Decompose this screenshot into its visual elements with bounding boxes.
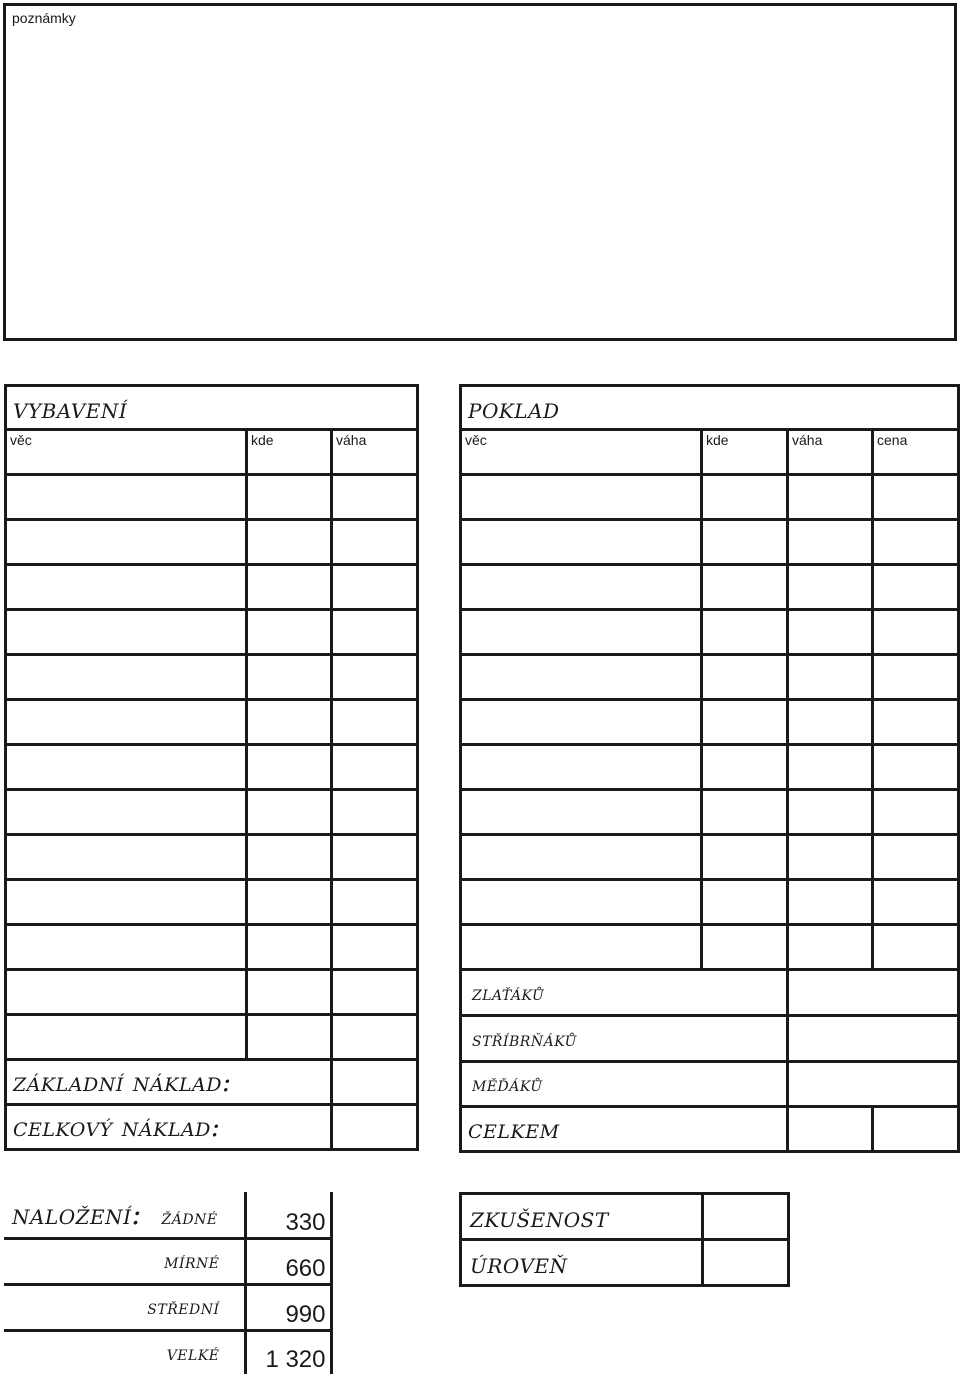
treasure-col-price: cena — [873, 430, 959, 475]
treasure-table-cell[interactable] — [873, 520, 959, 565]
equipment-table-cell[interactable] — [332, 610, 418, 655]
equipment-table-cell[interactable] — [332, 520, 418, 565]
equipment-table-cell[interactable] — [6, 610, 247, 655]
encumbrance-level-heavy-label: velké — [4, 1330, 245, 1374]
level-label: úroveň — [461, 1240, 703, 1286]
equipment-table-cell[interactable] — [247, 1015, 332, 1060]
equipment-table-row — [6, 790, 418, 835]
treasure-table-cell[interactable] — [873, 745, 959, 790]
treasure-table-cell[interactable] — [788, 790, 873, 835]
equipment-table-cell[interactable] — [247, 835, 332, 880]
encumbrance-level-medium-label: střední — [4, 1284, 245, 1330]
equipment-table-cell[interactable] — [332, 1015, 418, 1060]
treasure-col-where: kde — [702, 430, 788, 475]
equipment-table-row — [6, 835, 418, 880]
equipment-table-cell[interactable] — [332, 790, 418, 835]
equipment-table-cell[interactable] — [6, 655, 247, 700]
equipment-table-row — [6, 970, 418, 1015]
treasure-table-cell[interactable] — [461, 925, 702, 970]
treasure-table-row — [461, 655, 959, 700]
treasure-table-cell[interactable] — [702, 610, 788, 655]
treasure-table-row — [461, 610, 959, 655]
equipment-table-cell[interactable] — [6, 700, 247, 745]
equipment-table-cell[interactable] — [332, 475, 418, 520]
treasure-col-item: věc — [461, 430, 702, 475]
equipment-table-row — [6, 475, 418, 520]
equipment-col-weight: váha — [332, 430, 418, 475]
treasure-table-cell[interactable] — [702, 520, 788, 565]
equipment-table-row — [6, 655, 418, 700]
treasure-table-cell[interactable] — [702, 700, 788, 745]
treasure-table-row — [461, 520, 959, 565]
treasure-table-cell[interactable] — [873, 790, 959, 835]
equipment-table-cell[interactable] — [332, 655, 418, 700]
equipment-table-cell[interactable] — [247, 655, 332, 700]
treasure-table-cell[interactable] — [873, 655, 959, 700]
treasure-table-cell[interactable] — [788, 925, 873, 970]
encumbrance-level-mild-value: 660 — [245, 1238, 331, 1284]
treasure-table-cell[interactable] — [461, 610, 702, 655]
base-load-value-cell[interactable] — [332, 1060, 418, 1105]
equipment-table-row — [6, 1015, 418, 1060]
equipment-table-cell[interactable] — [247, 475, 332, 520]
experience-value-cell[interactable] — [703, 1194, 789, 1240]
experience-table — [459, 1192, 790, 1287]
treasure-table-cell[interactable] — [702, 880, 788, 925]
encumbrance-level-none-label: žádné — [161, 1205, 218, 1230]
treasure-table-row — [461, 565, 959, 610]
encumbrance-title-cell — [4, 1192, 245, 1238]
treasure-table-cell[interactable] — [788, 610, 873, 655]
treasure-table-cell[interactable] — [873, 610, 959, 655]
treasure-table-cell[interactable] — [788, 835, 873, 880]
equipment-table-cell[interactable] — [6, 745, 247, 790]
treasure-table-cell[interactable] — [461, 880, 702, 925]
notes-label: poznámky — [12, 10, 76, 26]
equipment-table-row — [6, 880, 418, 925]
equipment-table-row — [6, 610, 418, 655]
gold-coins-value-cell[interactable] — [788, 970, 959, 1016]
treasure-table-row — [461, 880, 959, 925]
equipment-table-cell[interactable] — [6, 835, 247, 880]
treasure-table-cell[interactable] — [461, 520, 702, 565]
treasure-table-cell[interactable] — [461, 790, 702, 835]
equipment-table-row — [6, 520, 418, 565]
encumbrance-level-mild-label: mírné — [4, 1238, 245, 1284]
encumbrance-level-medium-value: 990 — [245, 1284, 331, 1330]
treasure-table-cell[interactable] — [702, 565, 788, 610]
equipment-table-cell[interactable] — [6, 475, 247, 520]
equipment-table-cell[interactable] — [332, 745, 418, 790]
treasure-table-cell[interactable] — [873, 835, 959, 880]
equipment-table-cell[interactable] — [247, 880, 332, 925]
level-value-cell[interactable] — [703, 1240, 789, 1286]
equipment-table-cell[interactable] — [332, 565, 418, 610]
treasure-table-cell[interactable] — [788, 475, 873, 520]
treasure-table-row — [461, 745, 959, 790]
treasure-table-cell[interactable] — [788, 565, 873, 610]
treasure-table-cell[interactable] — [873, 475, 959, 520]
treasure-table-cell[interactable] — [461, 565, 702, 610]
treasure-table-cell[interactable] — [873, 925, 959, 970]
treasure-table-row — [461, 700, 959, 745]
encumbrance-title: naložení: — [12, 1197, 142, 1232]
treasure-table-cell[interactable] — [788, 880, 873, 925]
encumbrance-level-none-value: 330 — [245, 1192, 331, 1238]
notes-box[interactable] — [3, 3, 957, 341]
treasure-table-cell[interactable] — [702, 835, 788, 880]
equipment-table-cell[interactable] — [6, 1015, 247, 1060]
equipment-table-cell[interactable] — [6, 970, 247, 1015]
treasure-total-weight-cell[interactable] — [788, 1107, 873, 1152]
treasure-title: poklad — [461, 386, 959, 430]
treasure-table-row — [461, 475, 959, 520]
treasure-table-cell[interactable] — [461, 475, 702, 520]
treasure-table-cell[interactable] — [461, 655, 702, 700]
treasure-table-cell[interactable] — [788, 520, 873, 565]
equipment-table-cell[interactable] — [6, 520, 247, 565]
equipment-table-cell[interactable] — [332, 700, 418, 745]
equipment-table-cell[interactable] — [247, 970, 332, 1015]
silver-coins-value-cell[interactable] — [788, 1016, 959, 1062]
treasure-table-cell[interactable] — [702, 790, 788, 835]
equipment-table-cell[interactable] — [332, 880, 418, 925]
treasure-table-cell[interactable] — [702, 475, 788, 520]
equipment-table-cell[interactable] — [6, 565, 247, 610]
encumbrance-level-heavy-value: 1 320 — [245, 1330, 331, 1374]
treasure-table-cell[interactable] — [873, 700, 959, 745]
treasure-table-cell[interactable] — [788, 655, 873, 700]
treasure-table — [459, 384, 960, 1153]
treasure-table-cell[interactable] — [788, 700, 873, 745]
copper-coins-label: měďáků — [461, 1062, 788, 1107]
equipment-col-where: kde — [247, 430, 332, 475]
treasure-table-cell[interactable] — [702, 745, 788, 790]
equipment-table-cell[interactable] — [332, 835, 418, 880]
equipment-table-row — [6, 745, 418, 790]
equipment-table-cell[interactable] — [247, 925, 332, 970]
equipment-table-cell[interactable] — [247, 520, 332, 565]
treasure-table-cell[interactable] — [702, 925, 788, 970]
equipment-table-cell[interactable] — [247, 700, 332, 745]
treasure-table-cell[interactable] — [702, 655, 788, 700]
equipment-table-cell[interactable] — [247, 745, 332, 790]
equipment-table-cell[interactable] — [332, 925, 418, 970]
treasure-total-price-cell[interactable] — [873, 1107, 959, 1152]
experience-label: zkušenost — [461, 1194, 703, 1240]
equipment-table — [4, 384, 419, 1151]
equipment-table-cell[interactable] — [6, 880, 247, 925]
treasure-table-cell[interactable] — [873, 565, 959, 610]
gold-coins-label: zlaťáků — [461, 970, 788, 1016]
equipment-table-row — [6, 925, 418, 970]
equipment-table-row — [6, 565, 418, 610]
treasure-table-row — [461, 790, 959, 835]
equipment-table-cell[interactable] — [247, 565, 332, 610]
treasure-table-row — [461, 925, 959, 970]
treasure-table-cell[interactable] — [461, 700, 702, 745]
equipment-col-item: věc — [6, 430, 247, 475]
treasure-col-weight: váha — [788, 430, 873, 475]
encumbrance-table — [4, 1192, 333, 1374]
treasure-table-cell[interactable] — [788, 745, 873, 790]
copper-coins-value-cell[interactable] — [788, 1062, 959, 1107]
total-load-value-cell[interactable] — [332, 1105, 418, 1150]
equipment-table-cell[interactable] — [247, 790, 332, 835]
total-load-label: celkový náklad: — [6, 1105, 332, 1150]
equipment-title: vybavení — [6, 386, 418, 430]
treasure-table-cell[interactable] — [461, 745, 702, 790]
silver-coins-label: stříbrňáků — [461, 1016, 788, 1062]
treasure-table-cell[interactable] — [461, 835, 702, 880]
equipment-table-cell[interactable] — [332, 970, 418, 1015]
base-load-label: základní náklad: — [6, 1060, 332, 1105]
treasure-table-cell[interactable] — [873, 880, 959, 925]
treasure-table-row — [461, 835, 959, 880]
treasure-total-label: celkem — [461, 1107, 788, 1152]
equipment-table-cell[interactable] — [247, 610, 332, 655]
equipment-table-row — [6, 700, 418, 745]
equipment-table-cell[interactable] — [6, 790, 247, 835]
equipment-table-cell[interactable] — [6, 925, 247, 970]
